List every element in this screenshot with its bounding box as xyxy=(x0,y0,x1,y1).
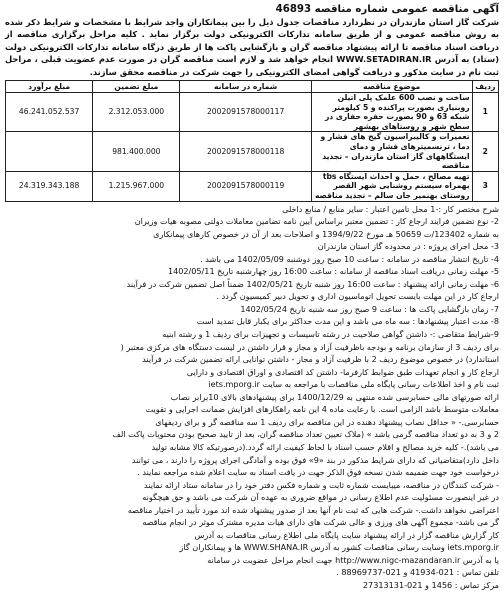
body-line: 9-شرایط متقاضی :- داشتن گواهی صلاحیت در رشته تاسیسات و تجهیزات برای ردیف 1 و رشته ابنیه xyxy=(162,329,499,340)
body-line: گر می باشد- مجموع آگهی های ورزی و عالی شرکت های دارای هیات مدیره مشترک موثر در انجام مناقصه xyxy=(142,517,499,528)
body-line: حسابرسی.- « حداقل نصاب پیشنهاد دهنده در این مناقصه برای ردیف 1 سه مناقصه گر و برای ردیفهای xyxy=(155,416,499,427)
body-line: برای ردیف 3 از سازمان برنامه و بودجه باظرفیت آزاد و مجاز و قرار داشتن در لیست دستگاه های مرکزی معتبر ( xyxy=(120,341,499,352)
body-line: - شرکت کنندگان در مناقصه، میبایست شماره ثابت و شماره فکس دفتر خود را در سامانه ستاد ارائه نمایند xyxy=(144,479,499,490)
body-line: 3- محل اجرای پروژه : در محدوده گاز استان مازندران xyxy=(317,241,499,252)
row-estimate: 24.319.343.188 xyxy=(6,171,93,201)
col-header-system-number: شماره در سامانه xyxy=(180,81,311,93)
body-line: 7- زمان بازگشایی پاکت ها : ساعت 9 صبح روز سه شنبه تاریخ 1402/05/24 xyxy=(240,303,499,314)
row-estimate xyxy=(6,132,93,171)
body-line: ارجاع کار و انجام تعهدات طبق ضوابط کارفرما- داشتن کد اقتصادی و اوراق اقتصادی و دارایی xyxy=(186,366,499,377)
col-header-row-number: ردیف xyxy=(472,81,498,93)
body-line: می باشد).- کلیه خرید مصالح و اقلام حسب اسناد با لحاظ کیفیت ارائه گردد.(درصورتیکه کالا مشابه تولید xyxy=(151,441,499,452)
col-header-subject: موضوع مناقصه xyxy=(311,81,472,93)
table-row xyxy=(6,171,499,201)
body-line: استاندارد) در خصوص موضوع ردیف 2 با ظرفیت آزاد و مجاز - داشتن توانایی ارائه تضمین شرکت در فرآیند xyxy=(142,354,499,365)
tender-table-header xyxy=(6,81,499,93)
row-guarantee: 981.400.000 xyxy=(93,132,180,171)
body-line: iets.mporg.ir وسایت رسانی مناقصات کشور به آدرس WWW.SHANA.IR ها و پیمانکاران گاز xyxy=(179,542,499,553)
tender-table xyxy=(5,80,499,202)
body-line: 4- تاریخ انتشار مناقصه در سامانه : ساعت 10 صبح روز دوشنبه 1402/05/09 می باشد . xyxy=(200,253,499,264)
body-line: 8- مدت اعتبار پیشنهادها : سه ماه می باشد و این مدت حداکثر برای یکبار قابل تمدید است xyxy=(196,316,499,327)
body-line: ثبت نام و اخذ اطلاعات رسانی پایگاه ملی مناقصات با مراجعه به سایت iets.mporg.ir xyxy=(208,379,499,390)
col-header-estimate: مبلغ برآورد xyxy=(6,81,93,93)
row-system-number: 2002091578000117 xyxy=(180,93,311,132)
body-line: 6- مهلت زمانی ارائه پیشنهاد : ساعت 16:00 روز شنبه تاریخ 1402/05/21 ضمناً اصل تضمین شرکت در فرآیند xyxy=(126,278,499,289)
row-system-number: 2002091578000118 xyxy=(180,132,311,171)
row-subject: ساخت و نصب 600 علمک پلی اتیلن روبنیاری بصورت پراکنده و 5 کیلومتر شبکه 63 و 90 بصورت حفره حفاری در سطح شهر و روستاهای بهشهر xyxy=(311,93,472,132)
row-guarantee: 1.215.967.000 xyxy=(93,171,180,201)
row-number: 1 xyxy=(472,93,498,132)
body-line: 2- نوع تضمین فرایند ارجاع کار : تضمین معتبر براساس آیین نامه تضامین معاملات دولتی مصوبه هیات وزیران xyxy=(134,216,499,227)
announcement-body xyxy=(5,203,499,592)
body-line: 2 و 3 به دو تعداد مناقصه گرمی باشد » (ملاک تعیین تعداد مناقصه گران، بعد از تایید صحیح بودن محتویات پاکت الف xyxy=(112,429,499,440)
row-subject: تعمیرات و کالیبراسیون گیج های فشار و دما ، ترنسمیترهای فشار و دمای ایستگاههای گاز استان مازندران – تجدید مناقصه xyxy=(311,132,472,171)
body-line: مرکز تماس : 1456 و 021-27313131 xyxy=(362,579,499,590)
table-row xyxy=(6,93,499,132)
body-line: داخل دارد)متقاضیانی که دارای شرایط مذکور در بند «9» فوق بوده و آمادگی اجرای پروژه را دارند ، می توانند xyxy=(131,454,499,465)
col-header-guarantee: مبلغ تضمین xyxy=(93,81,180,93)
body-line: درخواست خود جهت ضمیمه شدن نسخه فوق الذکر جهت در یافت اسناد به سایت اعلام شده مراجعه نمایند . xyxy=(137,467,499,478)
row-estimate: 46.241.052.537 xyxy=(6,93,93,132)
body-line: 5- مهلت زمانی دریافت اسناد مناقصه از سامانه : ساعت 16:00 روز چهارشنبه تاریخ 1402/05/11 xyxy=(167,266,499,277)
body-line: تلفن تماس : 021-41934 و 021-88969737 . xyxy=(336,567,499,578)
row-number: 2 xyxy=(472,132,498,171)
announcement-intro: شرکت گاز استان مازندران در نظردارد مناقصات جدول ذیل را بین پیمانکاران واجد شرایط با مشخصات و شرایط ذکر شده به روش مناقصه عمومی و از طریق سامانه تدارکات الکترونیکی دولت برگزار نماید . کلیه مراحل برگزاری مناقصه از دریافت اسناد مناقصه تا ارائه پیشنهاد مناقصه گران و بازگشایی پاکت ها از طریق درگاه سامانه تدارکات الکترونیکی دولت (ستاد) به آدرس WWW.SETADIRAN.IR انجام خواهد شد و لازم است مناقصه گران در صورت عدم عضویت قبلی ، مراحل ثبت نام در سایت مذکور و دریافت گواهی امضای الکترونیکی را جهت شرکت در مناقصه محقق سازند. xyxy=(5,17,499,77)
body-line: معاملات متوسط باشد الزامی است. با رعایت ماده 4 این نامه راهکارهای افزایش ضمانت اجرایی و تقویت xyxy=(145,404,499,415)
body-line: ارائه صورتهای مالی حسابرسی شده منتهی به 1400/12/29 برای پیشنهادهای بالای 10برابر نصاب xyxy=(170,391,499,402)
body-line: شرح مختصر کار :-1 محل تامین اعتبار : سایر منابع / منابع داخلی xyxy=(282,203,499,214)
row-guarantee: 2.312.053.000 xyxy=(93,93,180,132)
table-row xyxy=(6,132,499,171)
body-line: در غیر اینصورت مسئولیت عدم اطلاع رسانی در مواقع ضروری به عهده آن شرکت می باشد و حق هیچگونه xyxy=(142,492,499,503)
row-system-number: 2002091578000119 xyxy=(180,171,311,201)
row-subject: تهیه مصالح ، حمل و احداث ایستگاه tbs بهمراه سیستم روشنایی شهر القصر روستای بهنمیر جان سالم – تجدید مناقصه xyxy=(311,171,472,201)
body-line: ارجاع کار در این مهلت بایست تحویل اتوماسیون اداری و تحویل دبیر کمیسیون گردد . xyxy=(216,291,499,302)
announcement-title: آگهی مناقصه عمومی شماره مناقصه 46893 xyxy=(275,4,499,15)
body-line: اعتراضی نخواهد داشت.- شرکت هایی که ثبت نام آنها بعد از صدور پیشنهاد شده اند مورد تأیید در اختیار مناقصه xyxy=(127,504,499,515)
body-line: به شماره 123402/ت 50659 هـ مورخ 1394/9/22 و اصلاحات بعد از آن در خصوص کارهای پیمانکاری xyxy=(153,228,499,239)
body-line: کار گزارش مناقصه گزار در ارائه پیشنهاد سایت پایگاه ملی اطلاع رسانی مناقصات به آدرس xyxy=(194,529,499,540)
body-line: یا به آدرس http://www.nigc-mazandaran.ir جهت انجام مراحل عضویت در سامانه xyxy=(207,554,499,565)
row-number: 3 xyxy=(472,171,498,201)
